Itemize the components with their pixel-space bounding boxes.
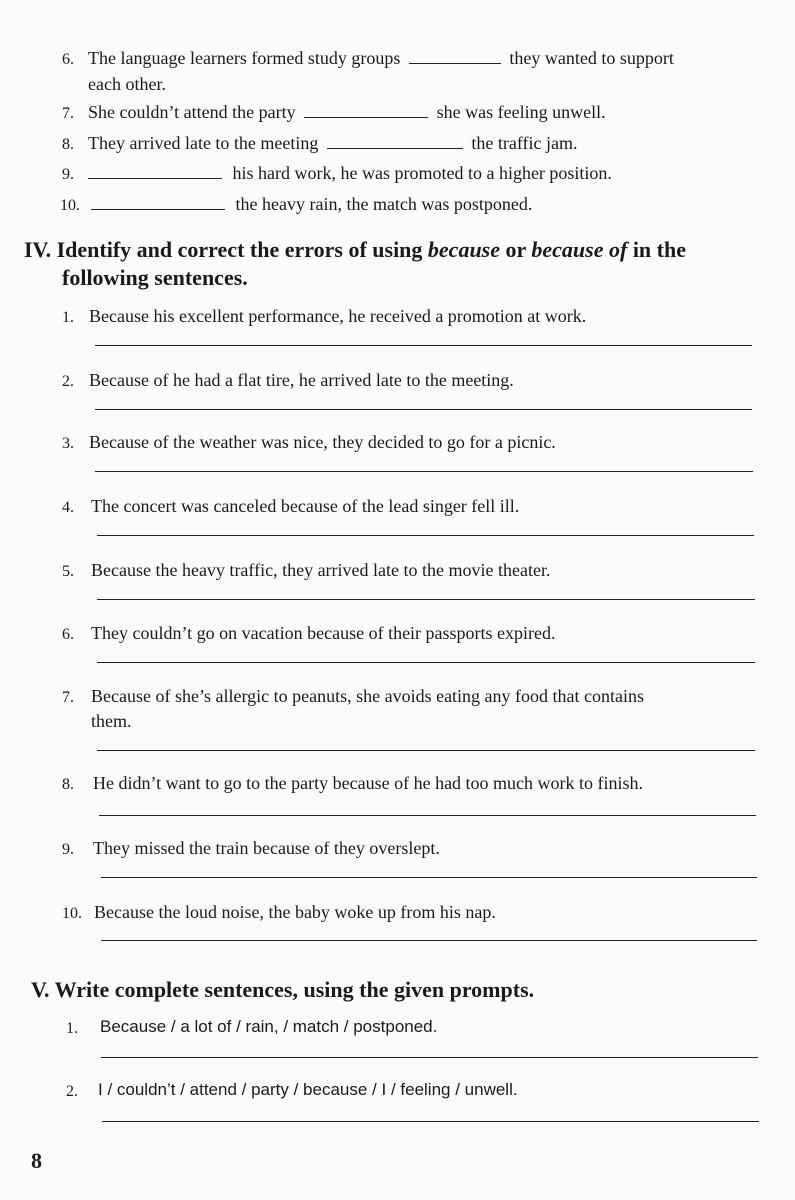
- error-sentence: Because of the weather was nice, they decided to go for a picnic.: [89, 432, 556, 452]
- item-number: 6.: [62, 626, 74, 643]
- title-emphasis: because: [427, 237, 501, 262]
- answer-line[interactable]: [99, 815, 756, 816]
- item-number: 7.: [62, 689, 74, 706]
- fill-blank-item: [88, 100, 606, 124]
- answer-blank[interactable]: [88, 164, 222, 179]
- section-4-title: [24, 236, 784, 263]
- answer-line[interactable]: [97, 535, 754, 536]
- answer-line[interactable]: [95, 345, 752, 346]
- sentence-end: the traffic jam.: [471, 133, 578, 153]
- answer-blank[interactable]: [327, 134, 463, 149]
- fill-blank-item: [88, 46, 674, 70]
- item-number: 7.: [62, 105, 74, 122]
- sentence-end: they wanted to support: [509, 48, 674, 68]
- answer-line[interactable]: [102, 1121, 759, 1122]
- error-sentence: Because the heavy traffic, they arrived late to the movie theater.: [91, 560, 551, 580]
- answer-line[interactable]: [97, 599, 755, 600]
- error-sentence: Because his excellent performance, he received a promotion at work.: [89, 306, 587, 326]
- answer-line[interactable]: [101, 940, 757, 941]
- error-sentence: Because of he had a flat tire, he arrived late to the meeting.: [89, 370, 514, 390]
- prompt-sentence: I / couldn’t / attend / party / because / I / feeling / unwell.: [98, 1080, 518, 1099]
- error-sentence: They couldn’t go on vacation because of their passports expired.: [91, 623, 556, 643]
- item-number: 3.: [62, 435, 74, 452]
- item-number: 10.: [60, 197, 80, 214]
- sentence-continuation: them.: [91, 711, 132, 731]
- title-text: in the: [627, 237, 686, 262]
- answer-blank[interactable]: [304, 103, 428, 118]
- error-sentence: They missed the train because of they overslept.: [93, 838, 440, 858]
- item-number: 8.: [62, 776, 74, 793]
- title-text: or: [500, 237, 532, 262]
- error-sentence: The concert was canceled because of the lead singer fell ill.: [91, 496, 520, 516]
- item-number: 8.: [62, 136, 74, 153]
- sentence-start: They arrived late to the meeting: [88, 133, 319, 153]
- answer-blank[interactable]: [91, 195, 225, 210]
- item-number: 6.: [62, 51, 74, 68]
- section-5-title: V. Write complete sentences, using the given prompts.: [31, 977, 535, 1002]
- page-number: 8: [31, 1148, 42, 1173]
- item-number: 5.: [62, 563, 74, 580]
- sentence-continuation: each other.: [88, 74, 166, 94]
- sentence-end: the heavy rain, the match was postponed.: [235, 194, 533, 214]
- title-emphasis: because of: [531, 237, 628, 262]
- error-sentence: He didn’t want to go to the party because of he had too much work to finish.: [93, 773, 644, 793]
- fill-blank-item: [88, 161, 612, 185]
- item-number: 2.: [62, 373, 74, 390]
- sentence-end: his hard work, he was promoted to a higher position.: [232, 163, 612, 183]
- title-text: IV. Identify and correct the errors of using: [24, 237, 428, 262]
- sentence-start: She couldn’t attend the party: [88, 102, 296, 122]
- prompt-sentence: Because / a lot of / rain, / match / postponed.: [100, 1017, 438, 1036]
- answer-line[interactable]: [101, 877, 757, 878]
- answer-line[interactable]: [97, 662, 755, 663]
- answer-line[interactable]: [95, 409, 752, 410]
- answer-line[interactable]: [95, 471, 753, 472]
- sentence-start: The language learners formed study groups: [88, 48, 401, 68]
- item-number: 9.: [62, 166, 74, 183]
- answer-line[interactable]: [101, 1057, 758, 1058]
- fill-blank-item: [88, 131, 578, 155]
- item-number: 4.: [62, 499, 74, 516]
- error-sentence: Because of she’s allergic to peanuts, she avoids eating any food that contains: [91, 686, 645, 706]
- answer-line[interactable]: [97, 750, 755, 751]
- answer-blank[interactable]: [409, 49, 501, 64]
- item-number: 1.: [66, 1020, 78, 1037]
- item-number: 10.: [62, 905, 82, 922]
- section-4-title-line2: following sentences.: [62, 265, 248, 290]
- fill-blank-item: [91, 192, 532, 216]
- sentence-end: she was feeling unwell.: [436, 102, 606, 122]
- item-number: 9.: [62, 841, 74, 858]
- item-number: 1.: [62, 309, 74, 326]
- error-sentence: Because the loud noise, the baby woke up from his nap.: [94, 902, 496, 922]
- item-number: 2.: [66, 1083, 78, 1100]
